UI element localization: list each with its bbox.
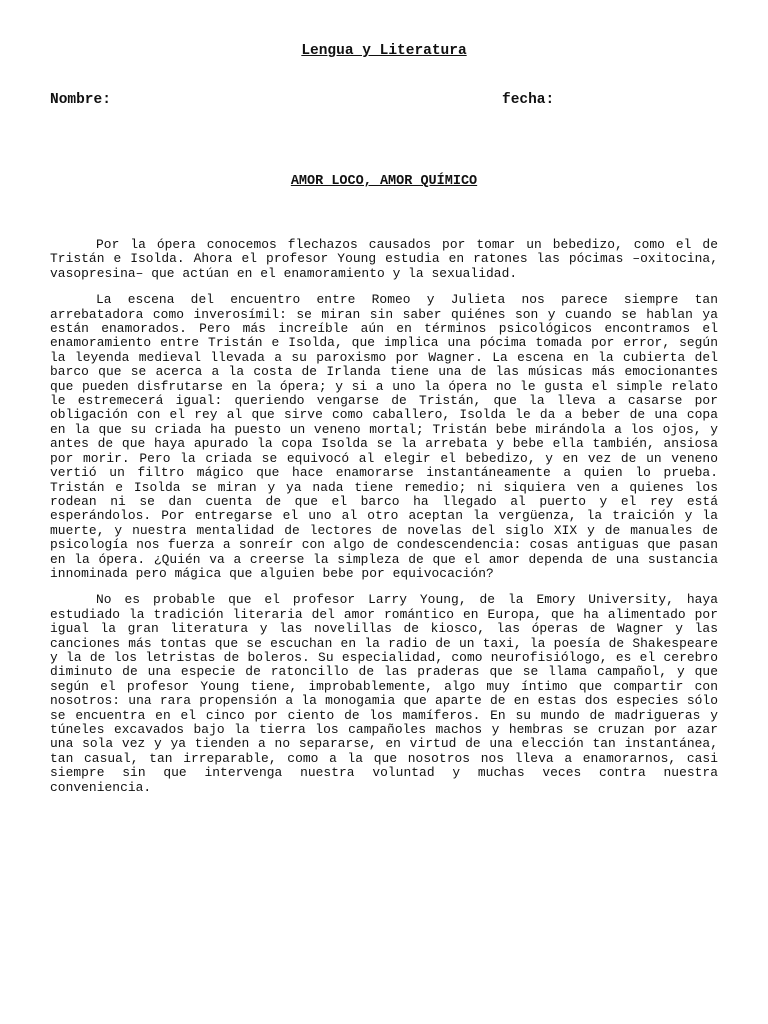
date-field-label: fecha: bbox=[502, 92, 555, 108]
article-title: AMOR LOCO, AMOR QUÍMICO bbox=[290, 174, 478, 189]
article-body bbox=[50, 238, 718, 807]
paragraph-2: La escena del encuentro entre Romeo y Julieta nos parece siempre tan arrebatadora como inverosímil: se miran sin saber quiénes son y cuando se hablan ya están enamorados. Pero más increíble aún en términos psicológicos encontramos el enamoramiento entre Tristán e Isolda, que implica una pócima tomada por error, según la leyenda medieval llevada a su paroxismo por Wagner. La escena en la cubierta del barco que se acerca a la costa de Irlanda tiene una de las músicas más emocionantes que pueden disfrutarse en la ópera; y si a uno la ópera no le gusta el simple relato le estremecerá igual: queriendo vengarse de Tristán, que la lleva a casarse por obligación con el rey al que sirve como caballero, Isolda le da a beber de una copa en la que su criada ha puesto un veneno mortal; Tristán bebe mirándola a los ojos, y antes de que haya apurado la copa Isolda se la arrebata y bebe ella también, ansiosa por morir. Pero la criada se equivocó al elegir el bebedizo, y en vez de un veneno vertió un filtro mágico que hace enamorarse instantáneamente a quien lo prueba. Tristán e Isolda se miran y ya nada tiene remedio; ni siquiera ven a quienes los rodean ni se dan cuenta de que el barco ha llegado al puerto y el rey está esperándolos. Por entregarse el uno al otro aceptan la vergüenza, la traición y la muerte, y nuestra mentalidad de lectores de novelas del siglo XIX y de manuales de psicología nos fuerza a sonreír con algo de condescendencia: cosas antiguas que pasan en la ópera. ¿Quién va a creerse la simpleza de que el amor dependa de una sustancia innominada pero mágica que alguien bebe por equivocación? bbox=[50, 292, 718, 581]
paragraph-1: Por la ópera conocemos flechazos causados por tomar un bebedizo, como el de Tristán e Isolda. Ahora el profesor Young estudia en ratones las pócimas –oxitocina, vasopresina– que actúan en el enamoramiento y la sexualidad. bbox=[50, 237, 718, 281]
subject-heading: Lengua y Literatura bbox=[301, 43, 467, 59]
name-field-label: Nombre: bbox=[50, 92, 111, 108]
paragraph-3: No es probable que el profesor Larry Young, de la Emory University, haya estudiado la tradición literaria del amor romántico en Europa, que ha alimentado por igual la gran literatura y las novelillas de kiosco, las óperas de Wagner y las canciones más tontas que se escuchan en la radio de un taxi, la poesía de Shakespeare y la de los letristas de boleros. Su especialidad, como neurofisiólogo, es el cerebro diminuto de una especie de ratoncillo de las praderas que se llama campañol, y que según el profesor Young tiene, improbablemente, algo muy íntimo que compartir con nosotros: una rara propensión a la monogamia que aparte de en estas dos especies sólo se encuentra en el cinco por ciento de los mamíferos. En su mundo de madrigueras y túneles excavados bajo la tierra los campañoles machos y hembras se cruzan por azar una sola vez y ya tienden a no separarse, en virtud de una elección tan instantánea, tan casual, tan irreparable, como a la que nosotros nos lleva a enamorarnos, casi siempre sin que intervenga nuestra voluntad y muchas veces contra nuestra conveniencia. bbox=[50, 592, 718, 795]
